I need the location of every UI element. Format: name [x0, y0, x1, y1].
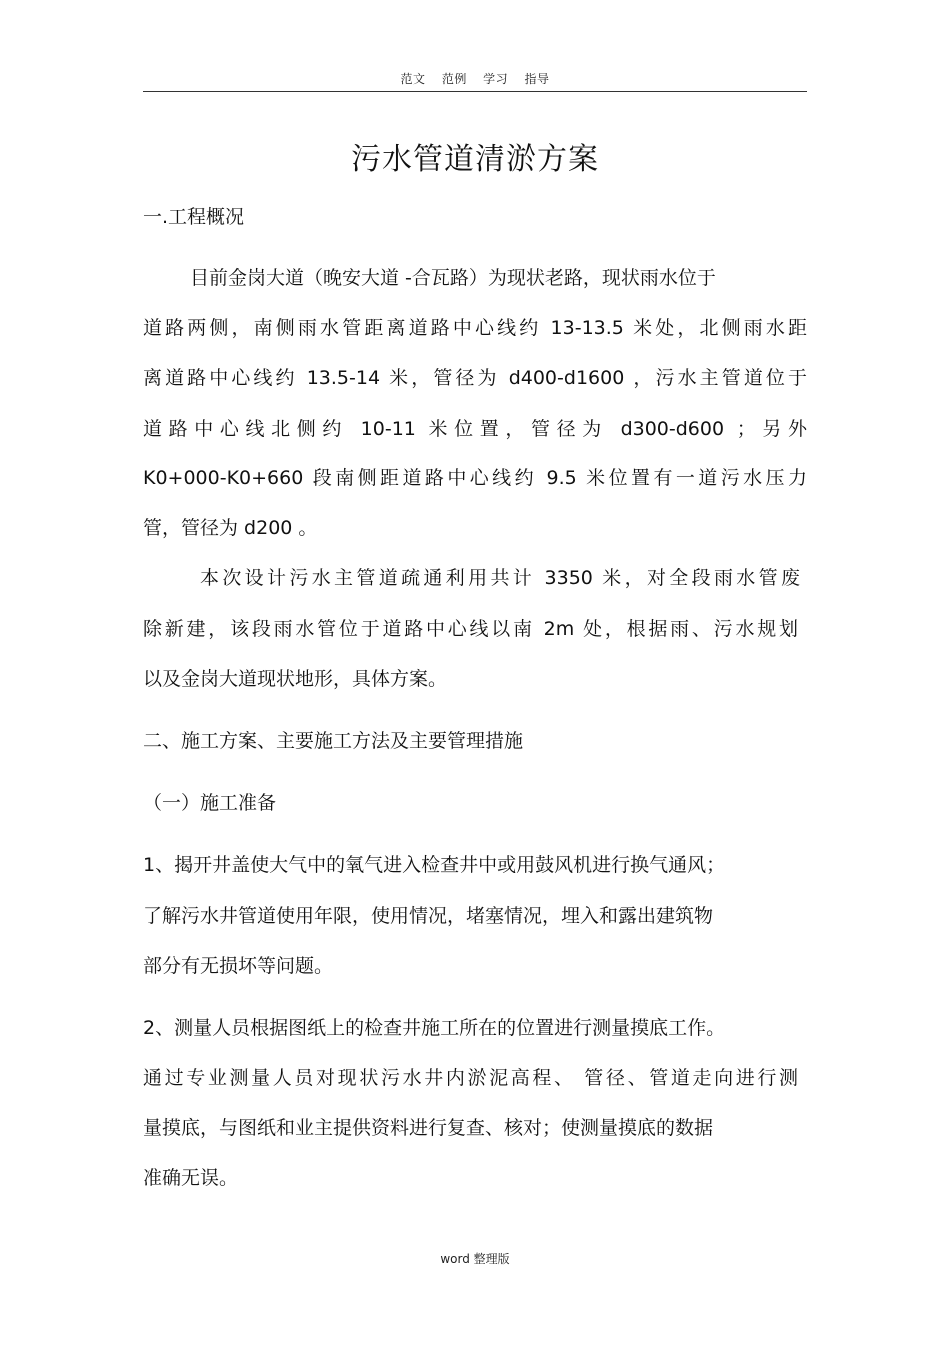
paragraph-line: 本次设计污水主管道疏通利用共计 3350 米，对全段雨水管废 [200, 567, 800, 589]
paragraph-line: 目前金岗大道（晚安大道 -合瓦路）为现状老路，现状雨水位于 [190, 267, 716, 289]
list-item-line: 通过专业测量人员对现状污水井内淤泥高程、 管径、管道走向进行测 [143, 1067, 798, 1089]
paragraph-line: 离道路中心线约 13.5-14 米，管径为 d400-d1600 ，污水主管道位于 [143, 367, 807, 389]
paragraph-line: 除新建，该段雨水管位于道路中心线以南 2m 处，根据雨、污水规划 [143, 618, 798, 640]
list-item-line: 准确无误。 [143, 1167, 239, 1189]
document-title: 污水管道清淤方案 [351, 142, 599, 177]
sub-heading: （一）施工准备 [143, 792, 277, 814]
header-divider [143, 91, 807, 92]
list-item-line: 了解污水井管道使用年限，使用情况，堵塞情况，埋入和露出建筑物 [143, 905, 714, 927]
page-header [0, 70, 950, 87]
header-item: 指导 [524, 72, 550, 86]
page-footer: word 整理版 [440, 1252, 510, 1266]
paragraph-line: 以及金岗大道现状地形，具体方案。 [143, 668, 448, 690]
header-item: 范例 [441, 72, 467, 86]
paragraph-line: 管，管径为 d200 。 [143, 517, 318, 539]
list-item-line: 2、测量人员根据图纸上的检查井施工所在的位置进行测量摸底工作。 [143, 1017, 726, 1039]
section-heading: 二、施工方案、主要施工方法及主要管理措施 [143, 730, 524, 752]
section-heading: 一.工程概况 [143, 206, 245, 228]
paragraph-line: 道路两侧，南侧雨水管距离道路中心线约 13-13.5 米处，北侧雨水距 [143, 317, 807, 339]
header-item: 学习 [483, 72, 509, 86]
list-item-line: 量摸底，与图纸和业主提供资料进行复查、核对；使测量摸底的数据 [143, 1117, 714, 1139]
header-item: 范文 [400, 72, 426, 86]
paragraph-line: K0+000-K0+660 段南侧距道路中心线约 9.5 米位置有一道污水压力 [143, 467, 807, 489]
list-item-line: 1、揭开井盖使大气中的氧气进入检查井中或用鼓风机进行换气通风； [143, 854, 726, 876]
list-item-line: 部分有无损坏等问题。 [143, 955, 334, 977]
paragraph-line: 道路中心线北侧约 10-11 米位置，管径为 d300-d600 ；另外 [143, 418, 807, 440]
